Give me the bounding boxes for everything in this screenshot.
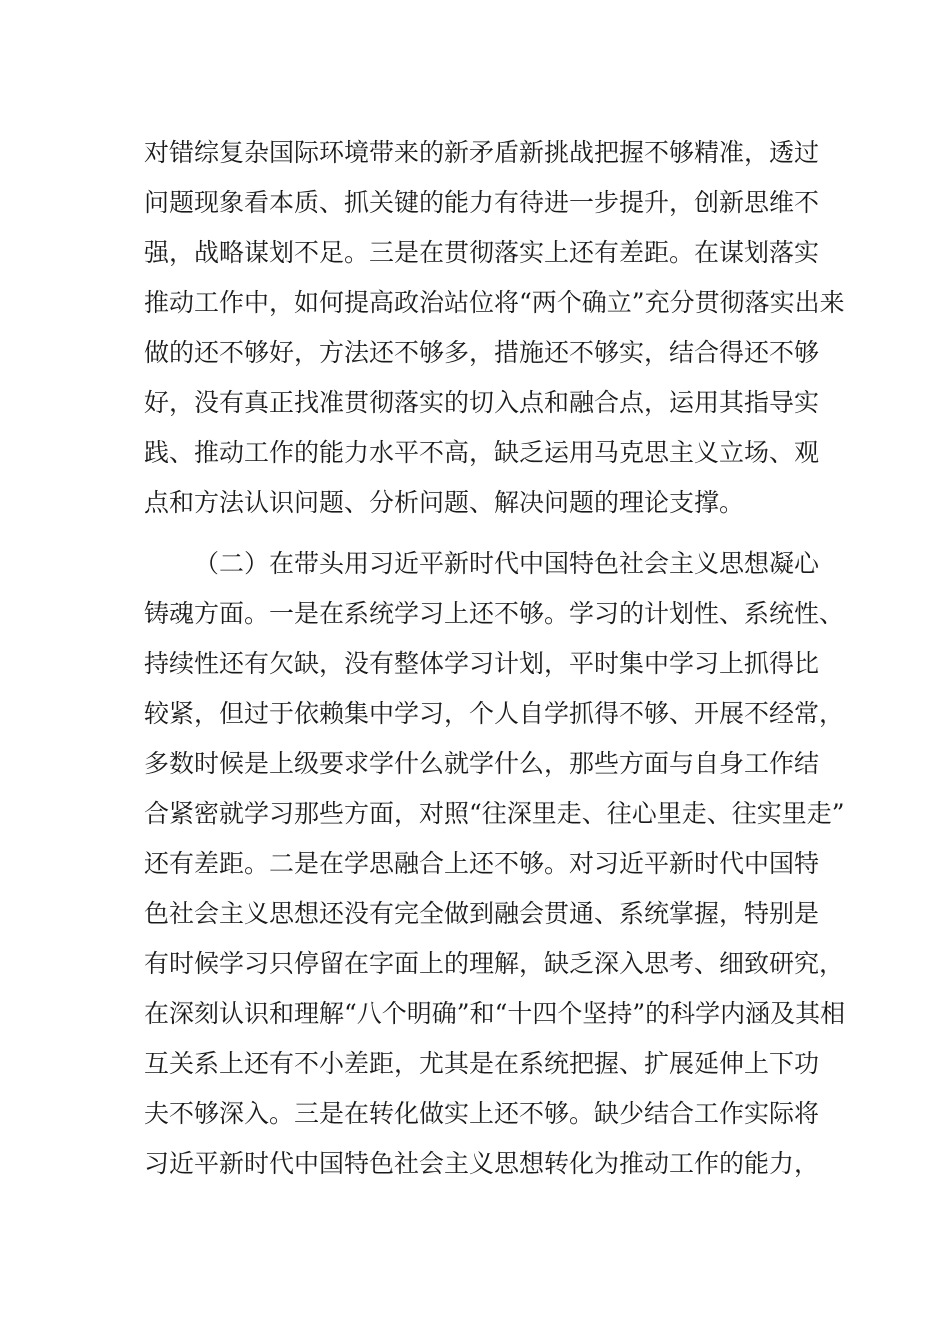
text-line: 强，战略谋划不足。三是在贯彻落实上还有差距。在谋划落实 (144, 238, 820, 267)
text-line: 在深刻认识和理解“八个明确”和“十四个坚持”的科学内涵及其相 (144, 999, 846, 1028)
text-line: 推动工作中，如何提高政治站位将“两个确立”充分贯彻落实出来 (144, 288, 845, 317)
text-line: 色社会主义思想还没有完全做到融会贯通、系统掌握，特别是 (144, 899, 820, 928)
body-text (144, 128, 846, 1189)
text-line: 较紧，但过于依赖集中学习，个人自学抓得不够、开展不经常， (144, 699, 845, 728)
text-line: 持续性还有欠缺，没有整体学习计划，平时集中学习上抓得比 (144, 649, 820, 678)
text-line: 夫不够深入。三是在转化做实上还不够。缺少结合工作实际将 (144, 1099, 820, 1128)
text-line: 习近平新时代中国特色社会主义思想转化为推动工作的能力， (144, 1149, 820, 1178)
text-line: 践、推动工作的能力水平不高，缺乏运用马克思主义立场、观 (144, 438, 820, 467)
text-line: 铸魂方面。一是在系统学习上还不够。学习的计划性、系统性、 (144, 599, 845, 628)
text-line: 好，没有真正找准贯彻落实的切入点和融合点，运用其指导实 (144, 388, 820, 417)
text-line: 互关系上还有不小差距，尤其是在系统把握、扩展延伸上下功 (144, 1049, 820, 1078)
text-line-first: （二）在带头用习近平新时代中国特色社会主义思想凝心 (194, 549, 820, 578)
text-line: 还有差距。二是在学思融合上还不够。对习近平新时代中国特 (144, 849, 820, 878)
text-line: 有时候学习只停留在字面上的理解，缺乏深入思考、细致研究， (144, 949, 845, 978)
text-line: 合紧密就学习那些方面，对照“往深里走、往心里走、往实里走” (144, 799, 845, 828)
text-line: 问题现象看本质、抓关键的能力有待进一步提升，创新思维不 (144, 188, 820, 217)
text-line: 对错综复杂国际环境带来的新矛盾新挑战把握不够精准，透过 (144, 138, 820, 167)
paragraph-2 (144, 539, 846, 1189)
text-line: 多数时候是上级要求学什么就学什么，那些方面与自身工作结 (144, 749, 820, 778)
text-line: 点和方法认识问题、分析问题、解决问题的理论支撑。 (144, 488, 745, 517)
paragraph-spacer (144, 528, 824, 539)
paragraph-1 (144, 128, 845, 528)
text-line: 做的还不够好，方法还不够多，措施还不够实，结合得还不够 (144, 338, 820, 367)
